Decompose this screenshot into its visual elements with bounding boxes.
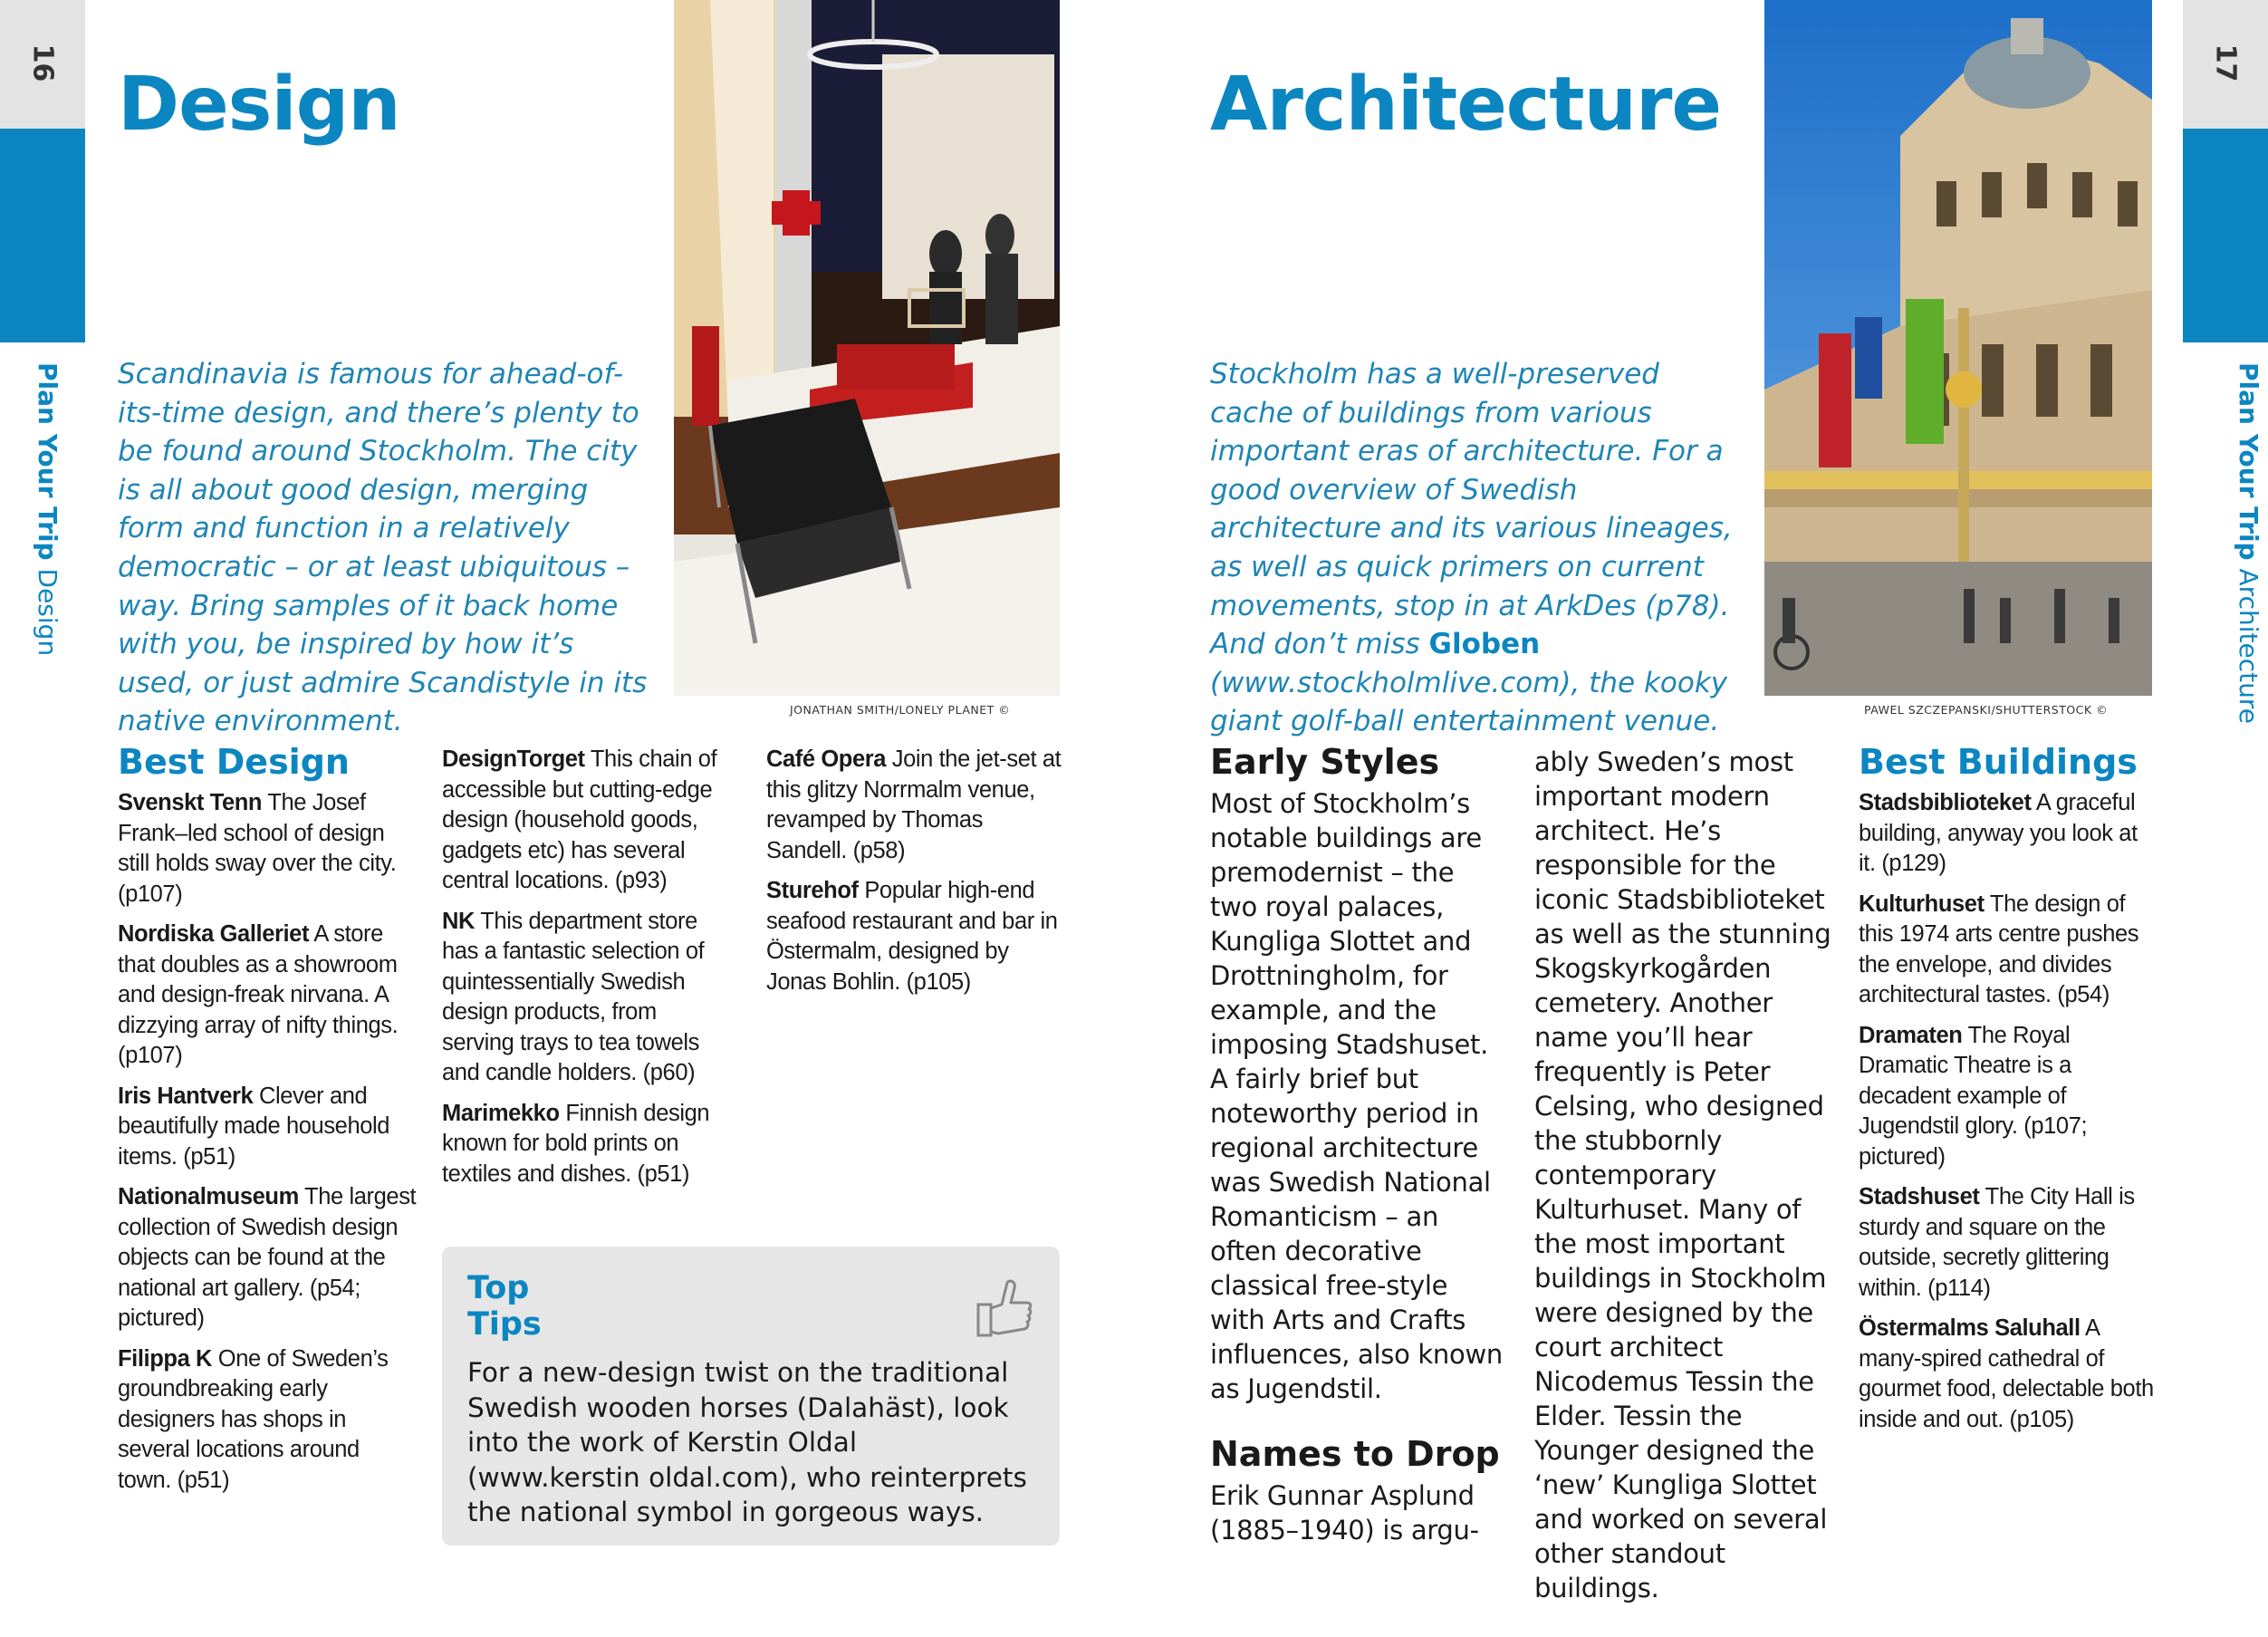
right-page: [1134, 0, 2268, 1637]
entry-text: Finnish design known for bold prints on textiles and dishes. (p51): [442, 1100, 710, 1187]
list-item: [1859, 1314, 2157, 1435]
list-item: [118, 1344, 417, 1497]
entry-name: DesignTorget: [442, 746, 585, 772]
entry-name: Filippa K: [118, 1345, 213, 1372]
entry-name: Nationalmuseum: [118, 1184, 299, 1209]
page-title: Design: [118, 62, 400, 148]
entry-text: The Josef Frank–led school of design still holds sway over the city. (p107): [118, 790, 397, 907]
entry-name: Svenskt Tenn: [118, 790, 263, 815]
entry-name: NK: [442, 908, 476, 934]
entry-name: Iris Hantverk: [118, 1083, 254, 1109]
page-title: Architecture: [1210, 62, 1722, 148]
entry-text: This department store has a fantastic selection of quintessentially Swedish design products, from serving trays to tea towels and candle holders. (p60): [442, 908, 705, 1085]
entry-text: A store that doubles as a showroom and design-freak nirvana. A dizzying array of nifty things. (p107): [118, 921, 399, 1068]
best-buildings-heading: Best Buildings: [1859, 742, 2138, 782]
side-topic: Architecture: [2234, 568, 2263, 724]
entry-text: Join the jet-set at this glitzy Norrmalm venue, revamped by Thomas Sandell. (p58): [766, 746, 1062, 863]
entry-name: Kulturhuset: [1859, 891, 1985, 917]
entry-text: Popular high-end seafood restaurant and bar in Östermalm, designed by Jonas Bohlin. (p105): [766, 878, 1058, 995]
section-tab: [0, 129, 85, 342]
side-section: Plan Your Trip: [33, 362, 62, 561]
best-design-heading: Best Design: [118, 742, 350, 782]
entry-text: The largest collection of Swedish design objects can be found at the national art gallery. (p54; pictured): [118, 1184, 417, 1331]
names-to-drop-heading: Names to Drop: [1210, 1434, 1500, 1474]
list-item: [442, 1099, 732, 1190]
entry-name: Marimekko: [442, 1100, 560, 1126]
entry-text: Clever and beautifully made household items. (p51): [118, 1083, 390, 1170]
intro-text-b: (www.stockholmlive.com), the kooky giant golf-ball entertainment venue.: [1210, 666, 1728, 738]
entry-name: Café Opera: [766, 746, 887, 772]
section-side-label: [2234, 362, 2263, 724]
list-item: [766, 876, 1065, 997]
best-design-column-1: [118, 741, 417, 1506]
photo-credit: PAWEL SZCZEPANSKI/SHUTTERSTOCK ©: [1864, 703, 2109, 717]
top-tips-box: [442, 1247, 1060, 1546]
section-side-label: [33, 362, 62, 656]
intro-text-a: Stockholm has a well-preserved cache of buildings from various important eras of architecture. For a good overview of Swedish architecture and its various lineages, as well as quick primers on current movements, stop in at ArkDes (p78). And don’t miss: [1210, 358, 1733, 661]
entry-text: One of Sweden’s groundbreaking early designers has shops in several locations around town. (p51): [118, 1345, 389, 1493]
list-item: [1859, 788, 2157, 880]
design-showroom-image: [674, 0, 1060, 696]
entry-name: Nordiska Galleriet: [118, 921, 310, 947]
names-to-drop-text: Erik Gunnar Asplund (1885–1940) is argu-: [1210, 1480, 1479, 1546]
list-item: [118, 920, 417, 1072]
architecture-column-2: [1534, 745, 1833, 1605]
list-item: [1859, 1182, 2157, 1304]
best-buildings-column: [1859, 741, 2157, 1445]
intro-paragraph: Scandinavia is famous for ahead-of-its-time design, and there’s plenty to be found around Stockholm. The city is all about good design, merging form and function in a relatively democratic – or at least ubiquitous – way. Bring samples of it back home with you, be inspired by how it’s used, or just admire Scandistyle in its native environment.: [118, 358, 648, 738]
page-number-tab: [2183, 0, 2268, 129]
entry-name: Stadshuset: [1859, 1184, 1980, 1209]
best-design-column-2: [442, 745, 732, 1199]
photo-credit: JONATHAN SMITH/LONELY PLANET ©: [790, 703, 1011, 717]
page-number: 16: [26, 43, 59, 82]
top-tips-text: For a new-design twist on the traditional Swedish wooden horses (Dalahäst), look into the work of Kerstin Oldal (www.kerstin oldal.com), who reinterprets the national symbol in gorgeous ways.: [467, 1357, 1027, 1527]
design-photo: [674, 0, 1060, 696]
entry-text: The design of this 1974 arts centre pushes the envelope, and divides architectural tastes. (p54): [1859, 891, 2139, 1007]
side-section: Plan Your Trip: [2234, 362, 2263, 561]
entry-text: A many-spired cathedral of gourmet food, delectable both inside and out. (p105): [1859, 1315, 2154, 1432]
intro-paragraph: [1210, 355, 1735, 741]
entry-name: Dramaten: [1859, 1022, 1963, 1048]
list-item: [1859, 890, 2157, 1011]
section-tab: [2183, 129, 2268, 342]
list-item: [1859, 1021, 2157, 1173]
entry-text: The Royal Dramatic Theatre is a decadent example of Jugendstil glory. (p107; pictured): [1859, 1022, 2088, 1170]
list-item: [118, 788, 417, 910]
list-item: [118, 1082, 417, 1173]
list-item: [442, 907, 732, 1089]
page-number-tab: [0, 0, 85, 129]
top-tips-title: Top Tips: [467, 1270, 542, 1343]
dramaten-theatre-image: [1764, 0, 2152, 696]
list-item: [442, 745, 732, 897]
entry-text: This chain of accessible but cutting-edge design (household goods, gadgets etc) has several central locations. (p93): [442, 746, 717, 893]
list-item: [766, 745, 1065, 866]
entry-text: The City Hall is sturdy and square on the outside, secretly glittering within. (p114): [1859, 1184, 2135, 1301]
side-topic: Design: [33, 568, 62, 657]
early-styles-heading: Early Styles: [1210, 742, 1440, 782]
intro-bold: Globen: [1428, 628, 1541, 661]
names-to-drop-continued: ably Sweden’s most important modern architect. He’s responsible for the iconic Stadsbiblioteket as well as the stunning Skogskyrkogården cemetery. Another name you’ll hear frequently is Peter Celsing, who designed the stubbornly contemporary Kulturhuset. Many of the most important buildings in Stockholm were designed by the court architect Nicodemus Tessin the Elder. Tessin the Younger designed the ‘new’ Kungliga Slottet and worked on several other standout buildings.: [1534, 746, 1831, 1603]
architecture-photo: [1764, 0, 2152, 696]
entry-name: Östermalms Saluhall: [1859, 1315, 2081, 1341]
best-design-column-3: [766, 745, 1065, 1007]
thumbs-up-icon: [976, 1277, 1033, 1339]
list-item: [118, 1182, 417, 1334]
architecture-column-1: [1210, 741, 1509, 1547]
entry-text: A graceful building, anyway you look at it. (p129): [1859, 790, 2138, 876]
entry-name: Sturehof: [766, 878, 859, 903]
early-styles-text: Most of Stockholm’s notable buildings are premodernist – the two royal palaces, Kungliga Slottet and Drottningholm, for example, and the imposing Stadshuset. A fairly brief but noteworthy period in regional architecture was Swedish National Romanticism – an often decorative classical free-style with Arts and Crafts influences, also known as Jugendstil.: [1210, 788, 1503, 1404]
entry-name: Stadsbiblioteket: [1859, 790, 2032, 815]
page-number: 17: [2209, 43, 2242, 82]
